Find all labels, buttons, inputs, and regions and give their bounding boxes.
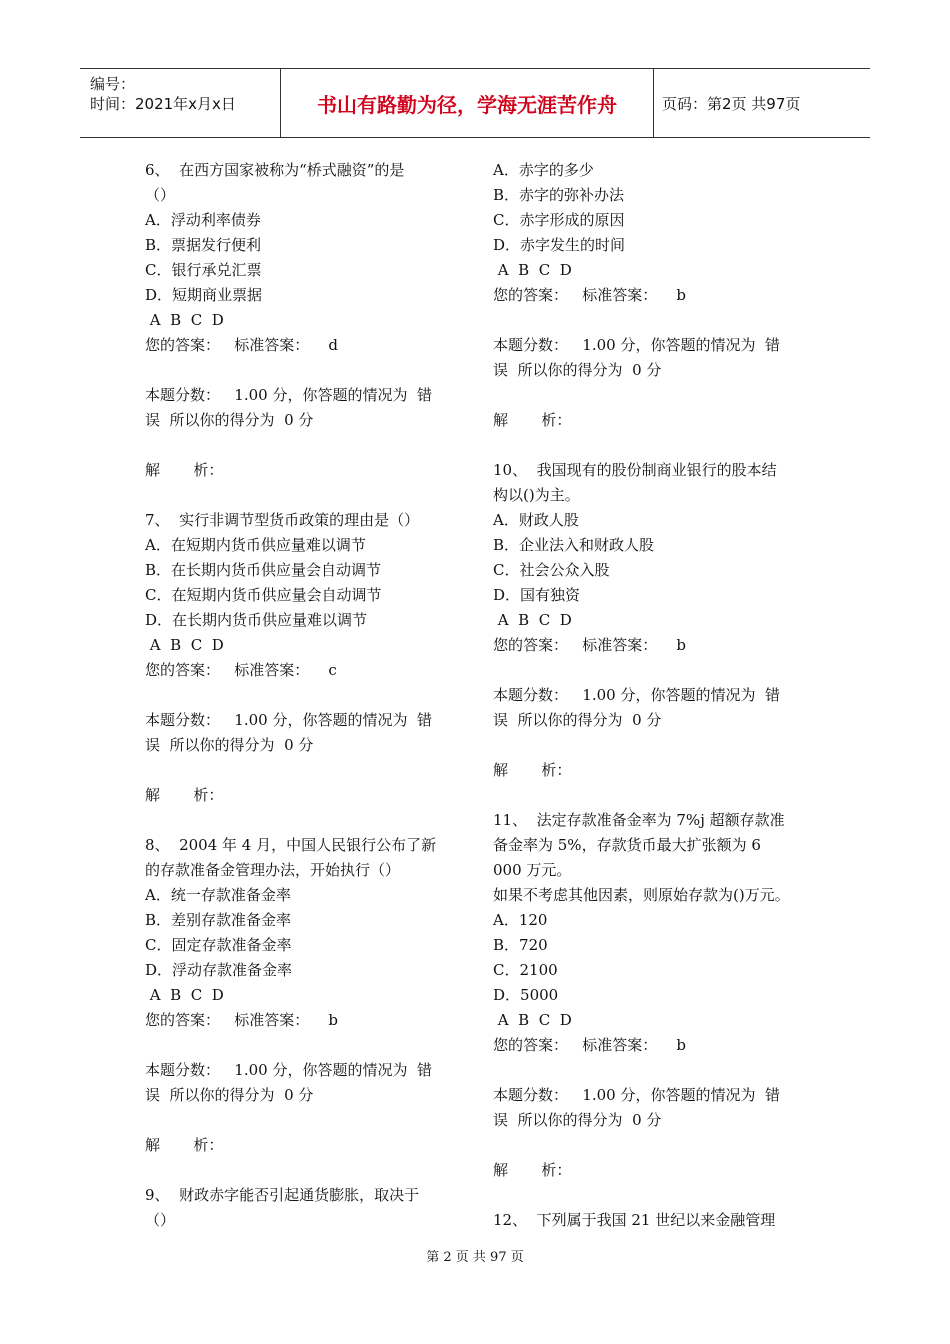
text-line: A B C D xyxy=(493,261,572,279)
text-line: D．赤字发生的时间 xyxy=(493,236,626,254)
text-line: 本题分数： 1.00 分，你答题的情况为 错 xyxy=(493,1086,781,1104)
text-line: （） xyxy=(145,186,176,204)
text-line xyxy=(493,733,823,758)
text-line xyxy=(145,758,465,783)
right-column xyxy=(493,158,823,1233)
text-line: 解 析： xyxy=(145,786,224,804)
text-line: 11、 法定存款准备金率为 7%j 超额存款准 xyxy=(493,811,785,829)
text-line: C．2100 xyxy=(493,961,558,979)
text-line: A．120 xyxy=(493,911,548,929)
text-line: 本题分数： 1.00 分，你答题的情况为 错 xyxy=(493,336,781,354)
text-line: 解 析： xyxy=(145,1136,224,1154)
text-line xyxy=(493,783,823,808)
text-line: 7、 实行非调节型货币政策的理由是（） xyxy=(145,511,420,529)
text-line: 9、 财政赤字能否引起通货膨胀，取决于 xyxy=(145,1186,420,1204)
text-line: 8、 2004 年 4 月，中国人民银行公布了新 xyxy=(145,836,437,854)
text-line: 解 析： xyxy=(145,461,224,479)
text-line: 您的答案： 标准答案： d xyxy=(145,336,338,354)
text-line: 如果不考虑其他因素，则原始存款为()万元。 xyxy=(493,886,790,904)
text-line: D．国有独资 xyxy=(493,586,581,604)
text-line: 的存款准备金管理办法，开始执行（） xyxy=(145,861,401,879)
text-line: D．5000 xyxy=(493,986,559,1004)
text-line xyxy=(145,358,465,383)
text-line: 解 析： xyxy=(493,1161,572,1179)
text-line: 构以()为主。 xyxy=(493,486,580,504)
text-line: A．统一存款准备金率 xyxy=(145,886,291,904)
left-column xyxy=(145,158,465,1233)
text-line: 本题分数： 1.00 分，你答题的情况为 错 xyxy=(145,386,433,404)
text-line xyxy=(493,658,823,683)
text-line xyxy=(493,1058,823,1083)
text-line: 误 所以你的得分为 0 分 xyxy=(493,361,662,379)
text-line xyxy=(493,1183,823,1208)
page-footer: 第 2 页 共 97 页 xyxy=(426,1250,524,1265)
text-line: A B C D xyxy=(145,986,224,1004)
text-line xyxy=(145,683,465,708)
text-line: 6、 在西方国家被称为“桥式融资”的是 xyxy=(145,161,405,179)
text-line xyxy=(145,483,465,508)
header-motto: 书山有路勤为径，学海无涯苦作舟 xyxy=(281,69,654,137)
text-line: B．在长期内货币供应量会自动调节 xyxy=(145,561,382,579)
text-line xyxy=(145,1108,465,1133)
text-line: 解 析： xyxy=(493,761,572,779)
text-line: 您的答案： 标准答案： c xyxy=(145,661,337,679)
text-line: B．票据发行便利 xyxy=(145,236,262,254)
text-line: 000 万元。 xyxy=(493,861,572,879)
text-line: 您的答案： 标准答案： b xyxy=(493,636,686,654)
text-line: A B C D xyxy=(145,311,224,329)
text-line: C．社会公众入股 xyxy=(493,561,610,579)
text-line: 误 所以你的得分为 0 分 xyxy=(493,711,662,729)
text-line: C．银行承兑汇票 xyxy=(145,261,262,279)
header-meta-cell xyxy=(80,69,281,137)
text-line: 本题分数： 1.00 分，你答题的情况为 错 xyxy=(145,1061,433,1079)
text-line: 本题分数： 1.00 分，你答题的情况为 错 xyxy=(145,711,433,729)
text-line: 误 所以你的得分为 0 分 xyxy=(145,1086,314,1104)
text-line xyxy=(145,1158,465,1183)
text-line: D．浮动存款准备金率 xyxy=(145,961,293,979)
text-line: 本题分数： 1.00 分，你答题的情况为 错 xyxy=(493,686,781,704)
time-label: 时间：2021年x月x日 xyxy=(90,95,236,113)
text-line: A．财政人股 xyxy=(493,511,579,529)
text-line xyxy=(145,808,465,833)
text-line: B．企业法入和财政人股 xyxy=(493,536,655,554)
text-line: 您的答案： 标准答案： b xyxy=(493,286,686,304)
text-line: （） xyxy=(145,1211,176,1229)
text-line xyxy=(493,383,823,408)
text-line: A B C D xyxy=(493,1011,572,1029)
text-line: B．赤字的弥补办法 xyxy=(493,186,625,204)
header-page-info: 页码：第2页 共97页 xyxy=(662,94,801,113)
text-line: 您的答案： 标准答案： b xyxy=(493,1036,686,1054)
text-line: A B C D xyxy=(493,611,572,629)
text-line: 误 所以你的得分为 0 分 xyxy=(145,411,314,429)
text-line: 解 析： xyxy=(493,411,572,429)
text-line: 10、 我国现有的股份制商业银行的股本结 xyxy=(493,461,777,479)
text-line xyxy=(493,1133,823,1158)
text-line: B．差别存款准备金率 xyxy=(145,911,292,929)
text-line: C．在短期内货币供应量会自动调节 xyxy=(145,586,382,604)
text-line xyxy=(493,308,823,333)
text-line: D．在长期内货币供应量难以调节 xyxy=(145,611,368,629)
text-line: B．720 xyxy=(493,936,548,954)
text-line: 您的答案： 标准答案： b xyxy=(145,1011,338,1029)
number-label: 编号： xyxy=(90,75,136,93)
text-line: A B C D xyxy=(145,636,224,654)
text-line: C．固定存款准备金率 xyxy=(145,936,292,954)
text-line: A．在短期内货币供应量难以调节 xyxy=(145,536,366,554)
text-line xyxy=(145,433,465,458)
text-line: 12、 下列属于我国 21 世纪以来金融管理 xyxy=(493,1211,776,1229)
text-line: A．浮动利率债券 xyxy=(145,211,261,229)
text-line: C．赤字形成的原因 xyxy=(493,211,625,229)
page-header xyxy=(80,68,870,138)
text-line: D．短期商业票据 xyxy=(145,286,263,304)
text-line xyxy=(493,433,823,458)
text-line: 误 所以你的得分为 0 分 xyxy=(145,736,314,754)
text-line: 误 所以你的得分为 0 分 xyxy=(493,1111,662,1129)
text-line: A．赤字的多少 xyxy=(493,161,594,179)
text-line xyxy=(145,1033,465,1058)
text-line: 备金率为 5%，存款货币最大扩张额为 6 xyxy=(493,836,761,854)
